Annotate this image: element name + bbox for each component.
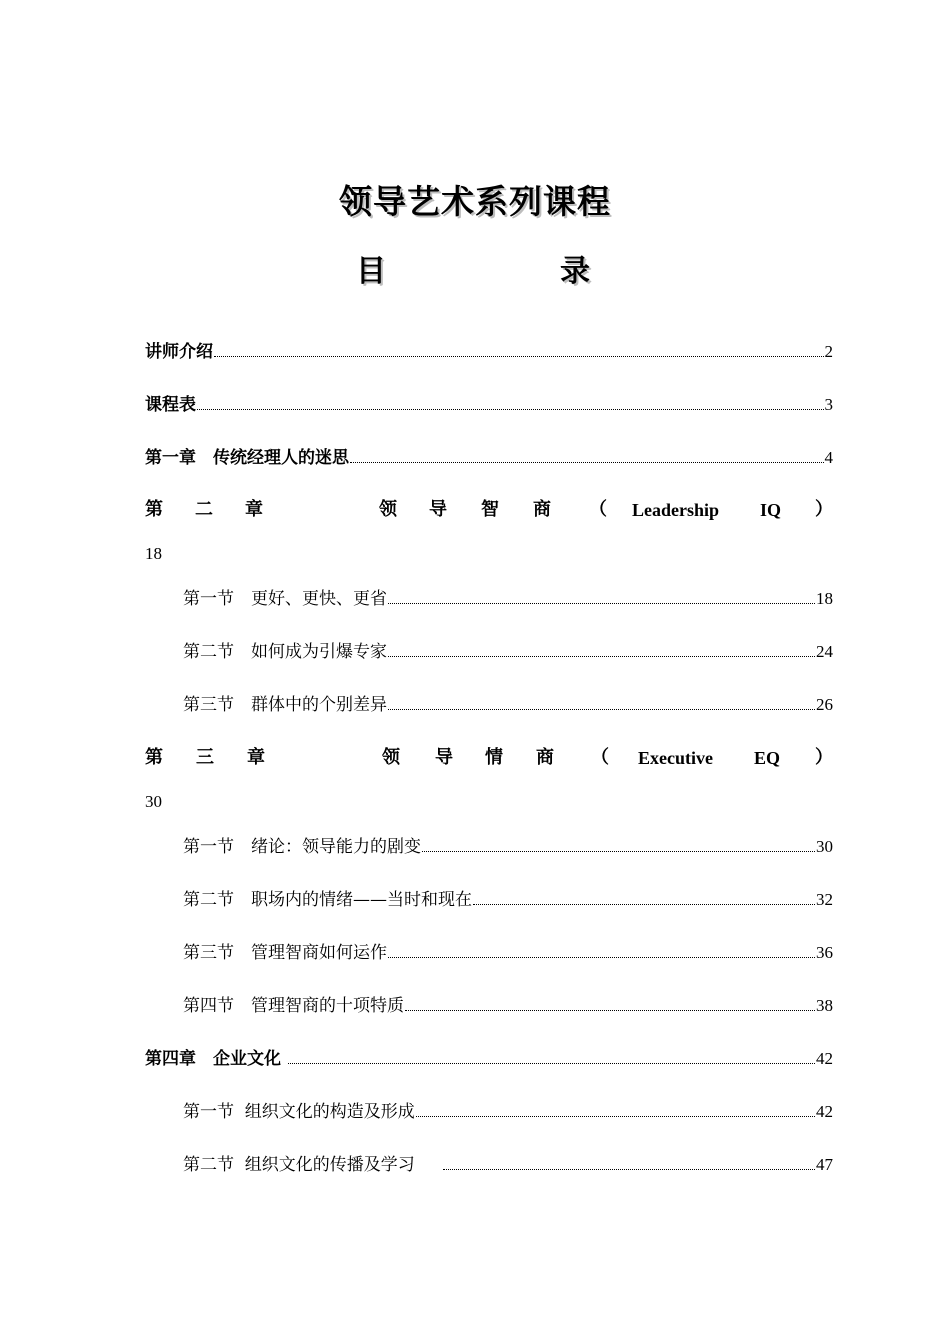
toc-entry-page: 30 <box>816 837 833 856</box>
chapter2-token: （ <box>589 499 607 520</box>
toc-entry-label: 第四章 企业文化 <box>145 1049 287 1069</box>
dot-leader <box>388 956 815 958</box>
toc-entry-label: 第一节 更好、更快、更省 <box>183 589 387 609</box>
toc-entry-section[interactable] <box>183 834 833 858</box>
toc-entry-page: 42 <box>816 1049 833 1068</box>
toc-entry-page: 4 <box>824 448 833 467</box>
toc-entry-section[interactable] <box>183 887 833 911</box>
toc-entry-chapter1[interactable] <box>145 445 833 469</box>
dot-leader <box>214 355 824 357</box>
toc-entry-section[interactable] <box>183 940 833 964</box>
toc-entry-page: 42 <box>816 1102 833 1121</box>
document-title: 领导艺术系列课程 <box>339 182 611 221</box>
toc-entry-page: 24 <box>816 642 833 661</box>
chapter3-token: 商 <box>536 747 554 768</box>
chapter3-token: 三 <box>196 747 214 768</box>
chapter3-token: EQ <box>754 748 781 768</box>
dot-leader <box>443 1168 815 1170</box>
toc-entry-page: 32 <box>816 890 833 909</box>
toc-entry-label: 第二节 职场内的情绪——当时和现在 <box>183 890 472 910</box>
chapter2-token: 导 <box>429 499 447 520</box>
chapter2-token: IQ <box>760 500 782 520</box>
chapter2-token: 领 <box>379 499 397 520</box>
toc-entry-schedule[interactable] <box>145 392 833 416</box>
toc-entry-page: 38 <box>816 996 833 1015</box>
chapter3-token: 导 <box>435 747 453 768</box>
toc-entry-label: 课程表 <box>145 395 196 415</box>
chapter2-token: 商 <box>533 499 551 520</box>
chapter2-token: 二 <box>195 499 213 520</box>
chapter3-token: ） <box>815 747 833 768</box>
toc-entry-chapter4[interactable] <box>145 1046 833 1070</box>
toc-heading-left: 目 <box>356 254 386 289</box>
toc-entry-section[interactable] <box>183 1152 833 1176</box>
chapter3-token: 情 <box>485 747 503 768</box>
dot-leader <box>473 903 815 905</box>
toc-entry-label: 第一节 组织文化的构造及形成 <box>183 1102 415 1122</box>
chapter2-token: 第 <box>145 499 163 520</box>
chapter3-token: 章 <box>247 747 265 768</box>
toc-entry-chapter3[interactable] <box>145 745 833 771</box>
dot-leader <box>388 602 815 604</box>
toc-entry-section[interactable] <box>183 993 833 1017</box>
toc-entry-section[interactable] <box>183 692 833 716</box>
toc-entry-label: 第一节 绪论：领导能力的剧变 <box>183 837 421 857</box>
toc-entry-label: 讲师介绍 <box>145 342 213 362</box>
toc-entry-page: 2 <box>824 342 833 361</box>
dot-leader <box>388 655 815 657</box>
chapter2-page: 18 <box>145 544 162 563</box>
dot-leader <box>405 1009 815 1011</box>
toc-entry-page: 47 <box>816 1155 833 1174</box>
toc-entry-page: 3 <box>824 395 833 414</box>
toc-entry-section[interactable] <box>183 586 833 610</box>
toc-entry-label: 第一章 传统经理人的迷思 <box>145 448 349 468</box>
dot-leader <box>350 461 824 463</box>
toc-entry-label: 第二节 如何成为引爆专家 <box>183 642 387 662</box>
dot-leader <box>288 1062 815 1064</box>
toc-entry-label: 第三节 群体中的个别差异 <box>183 695 387 715</box>
toc-entry-label: 第四节 管理智商的十项特质 <box>183 996 404 1016</box>
toc-heading-right: 录 <box>560 254 590 289</box>
dot-leader <box>422 850 815 852</box>
dot-leader <box>197 408 824 410</box>
toc-entry-chapter2[interactable] <box>145 497 833 523</box>
chapter2-token: 智 <box>481 499 499 520</box>
toc-entry-page: 36 <box>816 943 833 962</box>
dot-leader <box>388 708 815 710</box>
chapter3-token: Executive <box>638 748 713 768</box>
toc-entry-page: 26 <box>816 695 833 714</box>
chapter3-token: 第 <box>145 747 163 768</box>
toc-entry-label: 第三节 管理智商如何运作 <box>183 943 387 963</box>
chapter3-token: （ <box>591 747 609 768</box>
chapter2-token: 章 <box>245 499 263 520</box>
toc-entry-instructor[interactable] <box>145 339 833 363</box>
chapter3-page: 30 <box>145 792 162 811</box>
toc-entry-section[interactable] <box>183 1099 833 1123</box>
toc-entry-section[interactable] <box>183 639 833 663</box>
chapter3-token: 领 <box>382 747 400 768</box>
chapter2-token: Leadership <box>632 500 720 520</box>
dot-leader <box>416 1115 815 1117</box>
chapter2-token: ） <box>815 499 833 520</box>
toc-entry-label: 第二节 组织文化的传播及学习 <box>183 1155 442 1175</box>
toc-entry-page: 18 <box>816 589 833 608</box>
